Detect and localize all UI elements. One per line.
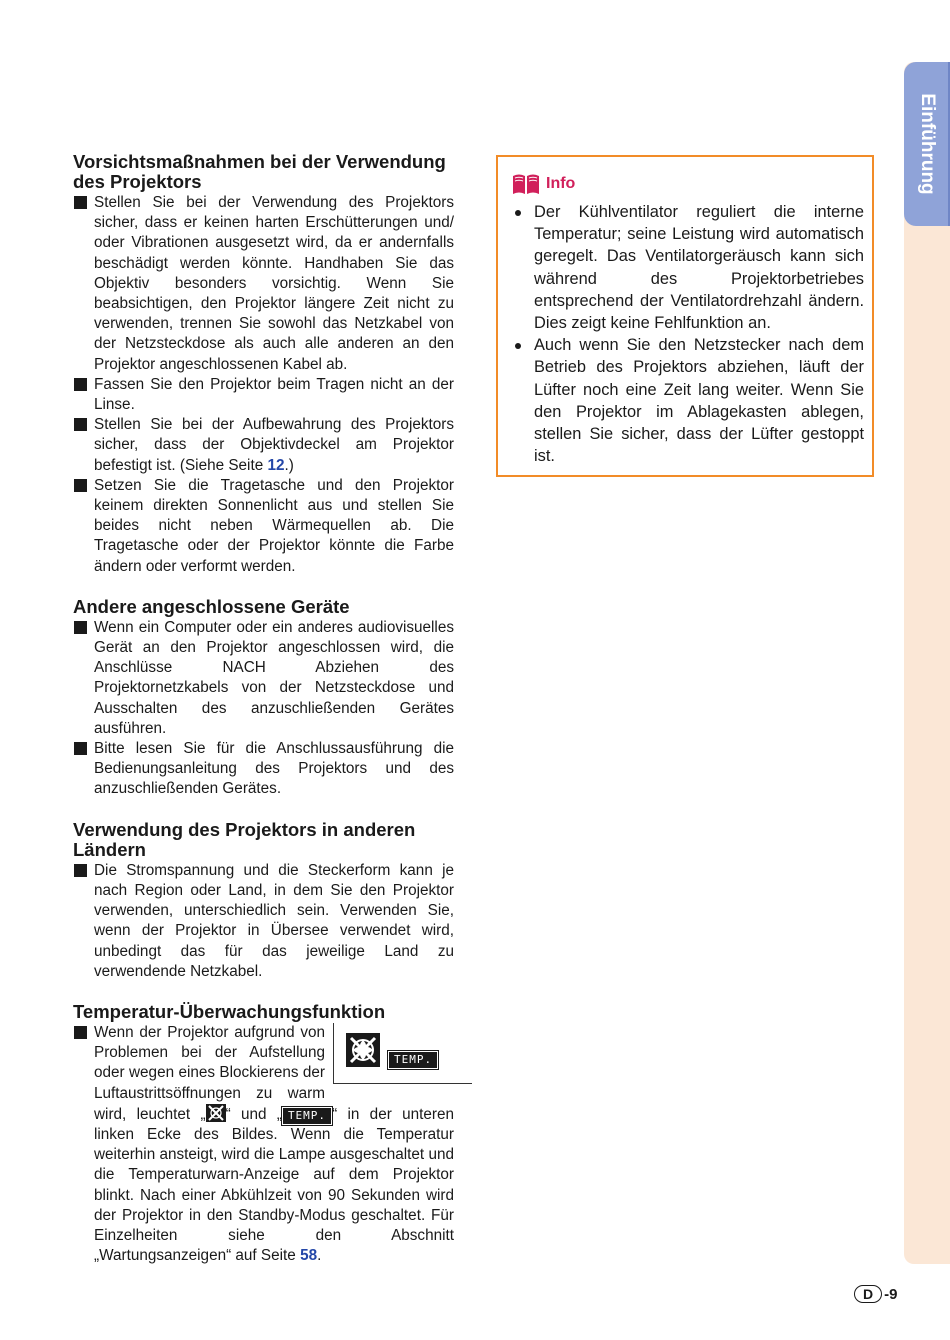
list-item: Stellen Sie bei der Aufbewahrung des Projektors sicher, dass der Objektivdeckel am Projektor befestigt ist. (Siehe Seite 12.)	[73, 415, 454, 476]
section-heading: Verwendung des Projektors in anderen Ländern	[73, 818, 416, 860]
list-item: Bitte lesen Sie für die Anschlussausführung die Bedienungsanleitung des Projektors und des anzuschließenden Gerätes.	[73, 739, 454, 800]
page-link[interactable]: 12	[267, 456, 285, 474]
chapter-tab-label: Einführung	[917, 93, 938, 195]
list-item: Fassen Sie den Projektor beim Tragen nicht an der Linse.	[73, 375, 454, 415]
list-item: Setzen Sie die Tragetasche und den Projektor keinem direkten Sonnenlicht aus und stellen Sie beides nicht neben Wärmequellen ab. Die Tragetasche oder der Projektor könnte die Farbe ändern oder verformt werden.	[73, 476, 454, 577]
fan-warning-icon	[206, 1104, 226, 1122]
list-item: TEMP. Wenn der Projektor aufgrund von Problemen bei der Aufstellung oder wegen eines Blockierens der Luftaustrittsöffnungen zu warm wird, leuchtet „ “ und „ TEMP. “ in der unteren linken Ecke des Bildes. Wenn die Temperatur weiterhin ansteigt, wird die Lampe ausgeschaltet und die Temperaturwarn-Anzeige auf dem Projektor blinkt. Nach einer Abkühlzeit von 90 Sekunden wird der Projektor in den Standby-Modus geschaltet. Für Einzelheiten siehe den Abschnitt „Wartungsanzeigen“ auf Seite 58.	[73, 1023, 454, 1266]
info-box	[496, 155, 874, 477]
temp-badge: TEMP.	[388, 1051, 438, 1069]
list-item: Wenn ein Computer oder ein anderes audiovisuelles Gerät an den Projektor angeschlossen wird, die Anschlüsse NACH Abziehen des Projektornetzkabels von der Netzsteckdose und Ausschalten des anzuschließenden Gerätes ausführen.	[73, 618, 454, 739]
temp-indicator-figure	[333, 1023, 472, 1084]
section-other-countries	[73, 820, 454, 982]
section-temperature	[73, 1002, 454, 1266]
page-link[interactable]: 58	[300, 1247, 318, 1265]
info-title: Info	[546, 175, 576, 192]
fan-warning-icon	[346, 1033, 380, 1067]
list-item: Die Stromspannung und die Steckerform kann je nach Region oder Land, in dem Sie den Projektor verwenden, unterschiedlich sein. Verwenden Sie, wenn der Projektor in Übersee verwendet wird, unbedingt das für das jeweilige Land zu verwendende Netzkabel.	[73, 861, 454, 982]
info-item: Der Kühlventilator reguliert die interne Temperatur; seine Leistung wird automatisch geregelt. Das Ventilatorgeräusch kann sich während des Projektorbetriebes entsprechend der Ventilatordrehzahl ändern. Dies zeigt keine Fehlfunktion an.	[512, 201, 864, 334]
section-precautions	[73, 152, 454, 577]
list-item: Stellen Sie bei der Verwendung des Projektors sicher, dass er keinen harten Erschütterungen und/ oder Vibrationen ausgesetzt wird, da er andernfalls beschädigt werden könnte. Handhaben Sie das Objektiv besonders vorsichtig. Wenn Sie beabsichtigen, den Projektor längere Zeit nicht zu verwenden, trennen Sie sowohl das Netzkabel von der Netzsteckdose als auch alle anderen an den Projektor angeschlossenen Kabel ab.	[73, 193, 454, 375]
info-item: Auch wenn Sie den Netzstecker nach dem Betrieb des Projektors abziehen, läuft der Lüfter noch eine Zeit lang weiter. Wenn Sie den Projektor im Ablagekasten ablegen, stellen Sie sicher, dass der Lüfter gestoppt ist.	[512, 334, 864, 467]
side-strip	[904, 62, 950, 1264]
book-icon	[512, 173, 540, 195]
section-heading: Temperatur-Überwachungsfunktion	[73, 1000, 386, 1022]
section-other-devices	[73, 597, 454, 800]
temp-badge-inline: TEMP.	[282, 1107, 332, 1125]
page-number	[854, 1285, 897, 1303]
left-column	[73, 152, 454, 1286]
section-heading: Andere angeschlossene Geräte	[73, 595, 350, 617]
chapter-tab[interactable]	[904, 62, 950, 226]
section-heading: Vorsichtsmaßnahmen bei der Verwendung des Projektors	[73, 151, 446, 192]
page-letter: D	[854, 1285, 882, 1303]
page-number-value: -9	[884, 1285, 898, 1303]
